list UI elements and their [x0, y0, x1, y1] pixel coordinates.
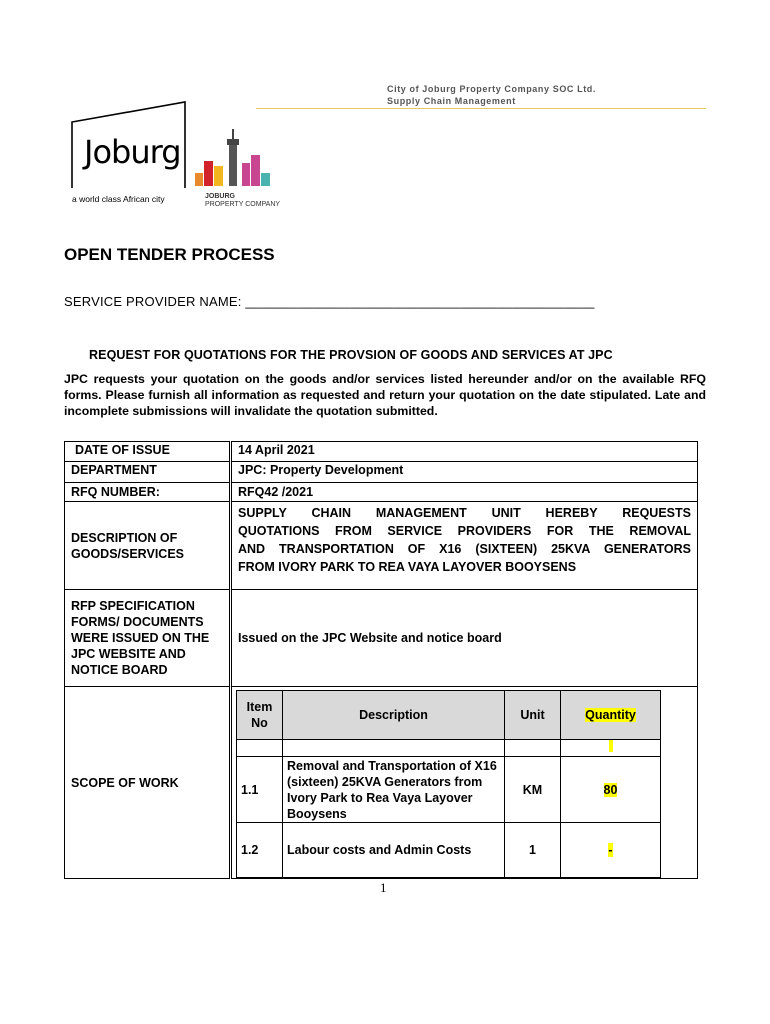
page-number: 1 [380, 880, 387, 895]
empty-cell [283, 740, 505, 757]
table-row [237, 757, 661, 823]
jpc-skyline-logo [193, 125, 273, 190]
scope-header-row [237, 691, 661, 740]
empty-cell [237, 740, 283, 757]
tagline: a world class African city [72, 194, 165, 204]
unit-cell: 1 [505, 823, 561, 878]
description-value [231, 502, 698, 590]
date-value: 14 April 2021 [231, 442, 698, 462]
joburg-logo-text: Joburg [84, 133, 181, 171]
scope-label: SCOPE OF WORK [65, 687, 231, 879]
intro-paragraph: JPC requests your quotation on the goods and/or services listed hereunder and/or on the available RFQ forms. Please furnish all information as requested and return your quotation on the date stipulated. Late and incomplete submissions will invalidate the quotation submitted. [64, 372, 706, 418]
scope-table [236, 690, 661, 878]
page-title: OPEN TENDER PROCESS [64, 245, 275, 264]
rfp-specification-label: RFP SPECIFICATION FORMS/ DOCUMENTS WERE ISSUED ON THE JPC WEBSITE AND NOTICE BOARD [65, 590, 231, 687]
rfq-details-table [64, 441, 698, 878]
table-row [237, 823, 661, 878]
header-rule [256, 108, 706, 109]
department-value: JPC: Property Development [231, 462, 698, 483]
quantity-header [561, 691, 661, 740]
jpc-logo-line2: PROPERTY COMPANY [205, 201, 281, 208]
item-no-cell: 1.1 [237, 757, 283, 823]
description-cell: Labour costs and Admin Costs [283, 823, 505, 878]
rfq-heading: REQUEST FOR QUOTATIONS FOR THE PROVSION OF GOODS AND SERVICES AT JPC [89, 348, 613, 362]
rfq-number-label: RFQ NUMBER: [65, 483, 231, 502]
scope-cell [231, 687, 698, 879]
company-name: City of Joburg Property Company SOC Ltd. [387, 84, 597, 94]
date-label: DATE OF ISSUE [65, 442, 231, 462]
table-row [237, 740, 661, 757]
description-cell: Removal and Transportation of X16 (sixteen) 25KVA Generators from Ivory Park to Rea Vaya Layover Booysens [283, 757, 505, 823]
item-no-cell: 1.2 [237, 823, 283, 878]
quantity-cell [561, 757, 661, 823]
description-line: AND TRANSPORTATION OF X16 (SIXTEEN) 25KVA GENERATORS [238, 542, 691, 556]
quantity-cell [561, 823, 661, 878]
unit-header: Unit [505, 691, 561, 740]
quantity-value: 80 [603, 782, 618, 797]
empty-cell [561, 740, 661, 757]
description-label: DESCRIPTION OF GOODS/SERVICES [65, 502, 231, 590]
rfp-specification-value: Issued on the JPC Website and notice board [231, 590, 698, 687]
rfq-number-value: RFQ42 /2021 [231, 483, 698, 502]
item-no-header: Item No [237, 691, 283, 740]
empty-cell [505, 740, 561, 757]
quantity-value: - [608, 843, 613, 857]
unit-cell: KM [505, 757, 561, 823]
company-department: Supply Chain Management [387, 96, 516, 106]
quantity-header-text: Quantity [585, 708, 636, 722]
description-line: SUPPLY CHAIN MANAGEMENT UNIT HEREBY REQUESTS [238, 506, 691, 520]
highlight-mark [609, 740, 613, 752]
department-label: DEPARTMENT [65, 462, 231, 483]
jpc-logo-text [205, 193, 280, 209]
description-line: FROM IVORY PARK TO REA VAYA LAYOVER BOOYSENS [238, 560, 577, 574]
description-line: QUOTATIONS FROM SERVICE PROVIDERS FOR THE REMOVAL [238, 524, 691, 538]
service-provider-field: SERVICE PROVIDER NAME: _______________________________________________ [64, 294, 595, 309]
jpc-logo-line1: JOBURG [205, 193, 235, 200]
description-header: Description [283, 691, 505, 740]
company-header [387, 83, 596, 107]
